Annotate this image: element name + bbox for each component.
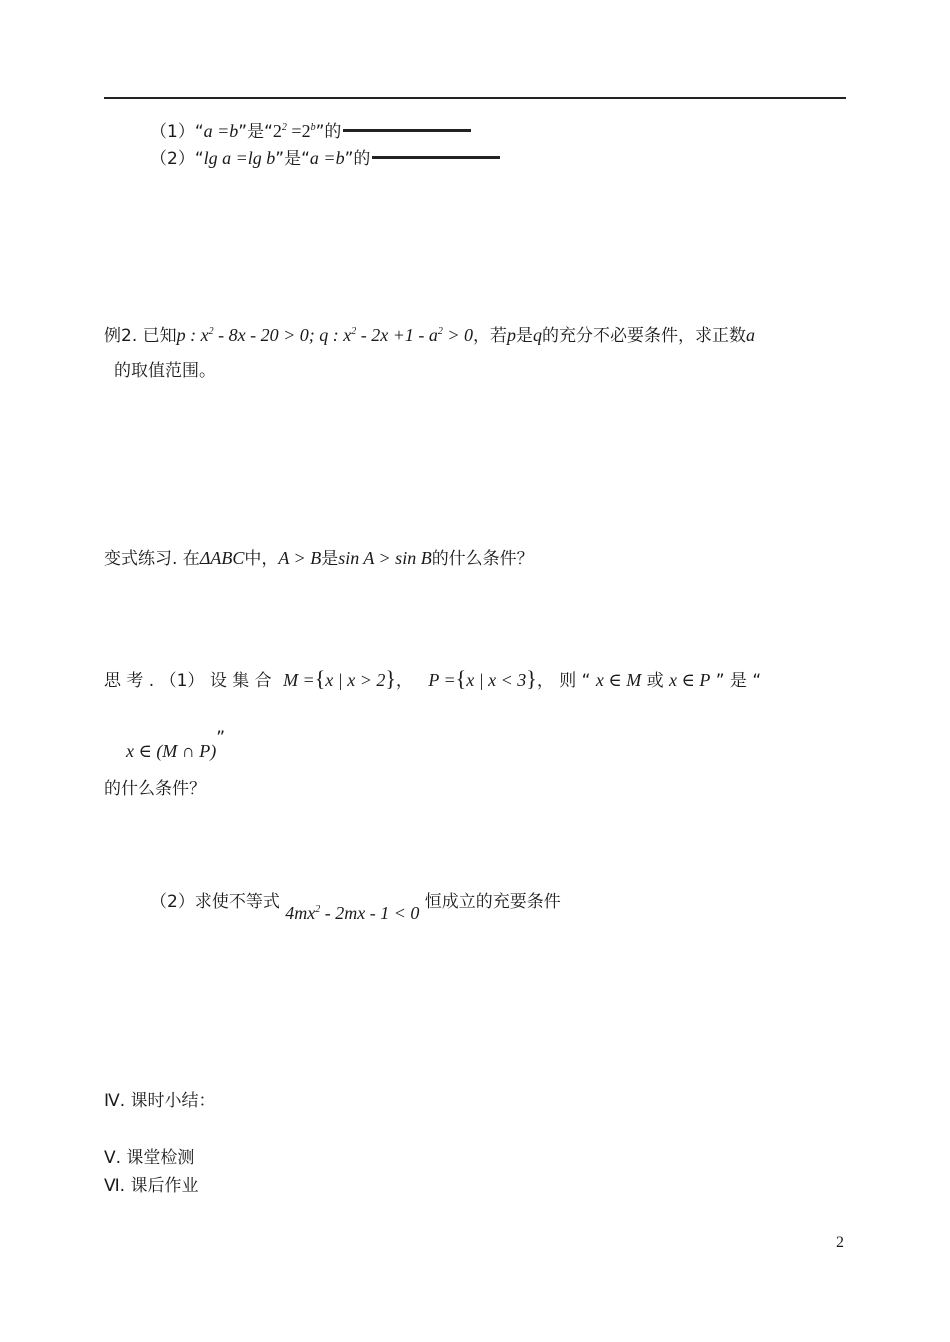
answer-blank-1 — [343, 129, 471, 132]
answer-blank-2 — [372, 156, 500, 159]
think-1: 思 考 . （1） 设 集 合 M ={x | x > 2}， P ={x | x < 3}， 则 “ x ∈ M 或 x ∈ P ” 是 “ — [104, 666, 762, 691]
item-2: （2）“lg a =lg b”是“a =b”的 — [150, 144, 500, 169]
think-1-line-2: x ∈ (M ∩ P)” — [126, 728, 226, 761]
example-2: 例2. 已知p : $x^2 - 8x - 20 > 0$; q : $x^2 - 2x +1 - a^2 > 0$，若p是q的充分不必要条件，求正数a — [104, 325, 755, 346]
variant-practice: 变式练习. 在ΔABC中，A > B是sin A > sin B的什么条件？ — [104, 548, 534, 569]
header-rule — [104, 97, 846, 99]
page-number: 2 — [836, 1234, 844, 1251]
section-summary: Ⅳ. 课时小结： — [104, 1091, 216, 1111]
section-check: Ⅴ. 课堂检测 — [104, 1148, 195, 1168]
section-homework: Ⅵ. 课后作业 — [104, 1176, 199, 1196]
example-2-line-2: 的取值范围。 — [114, 361, 216, 381]
think-2: （2）求使不等式 $4mx^2 - 2mx - 1 < 0$ 恒成立的充要条件 — [150, 892, 561, 923]
think-1-line-3: 的什么条件？ — [104, 779, 206, 799]
item-1: （1）“a =b”是“$2^2 =2^b$”的 — [150, 117, 471, 142]
